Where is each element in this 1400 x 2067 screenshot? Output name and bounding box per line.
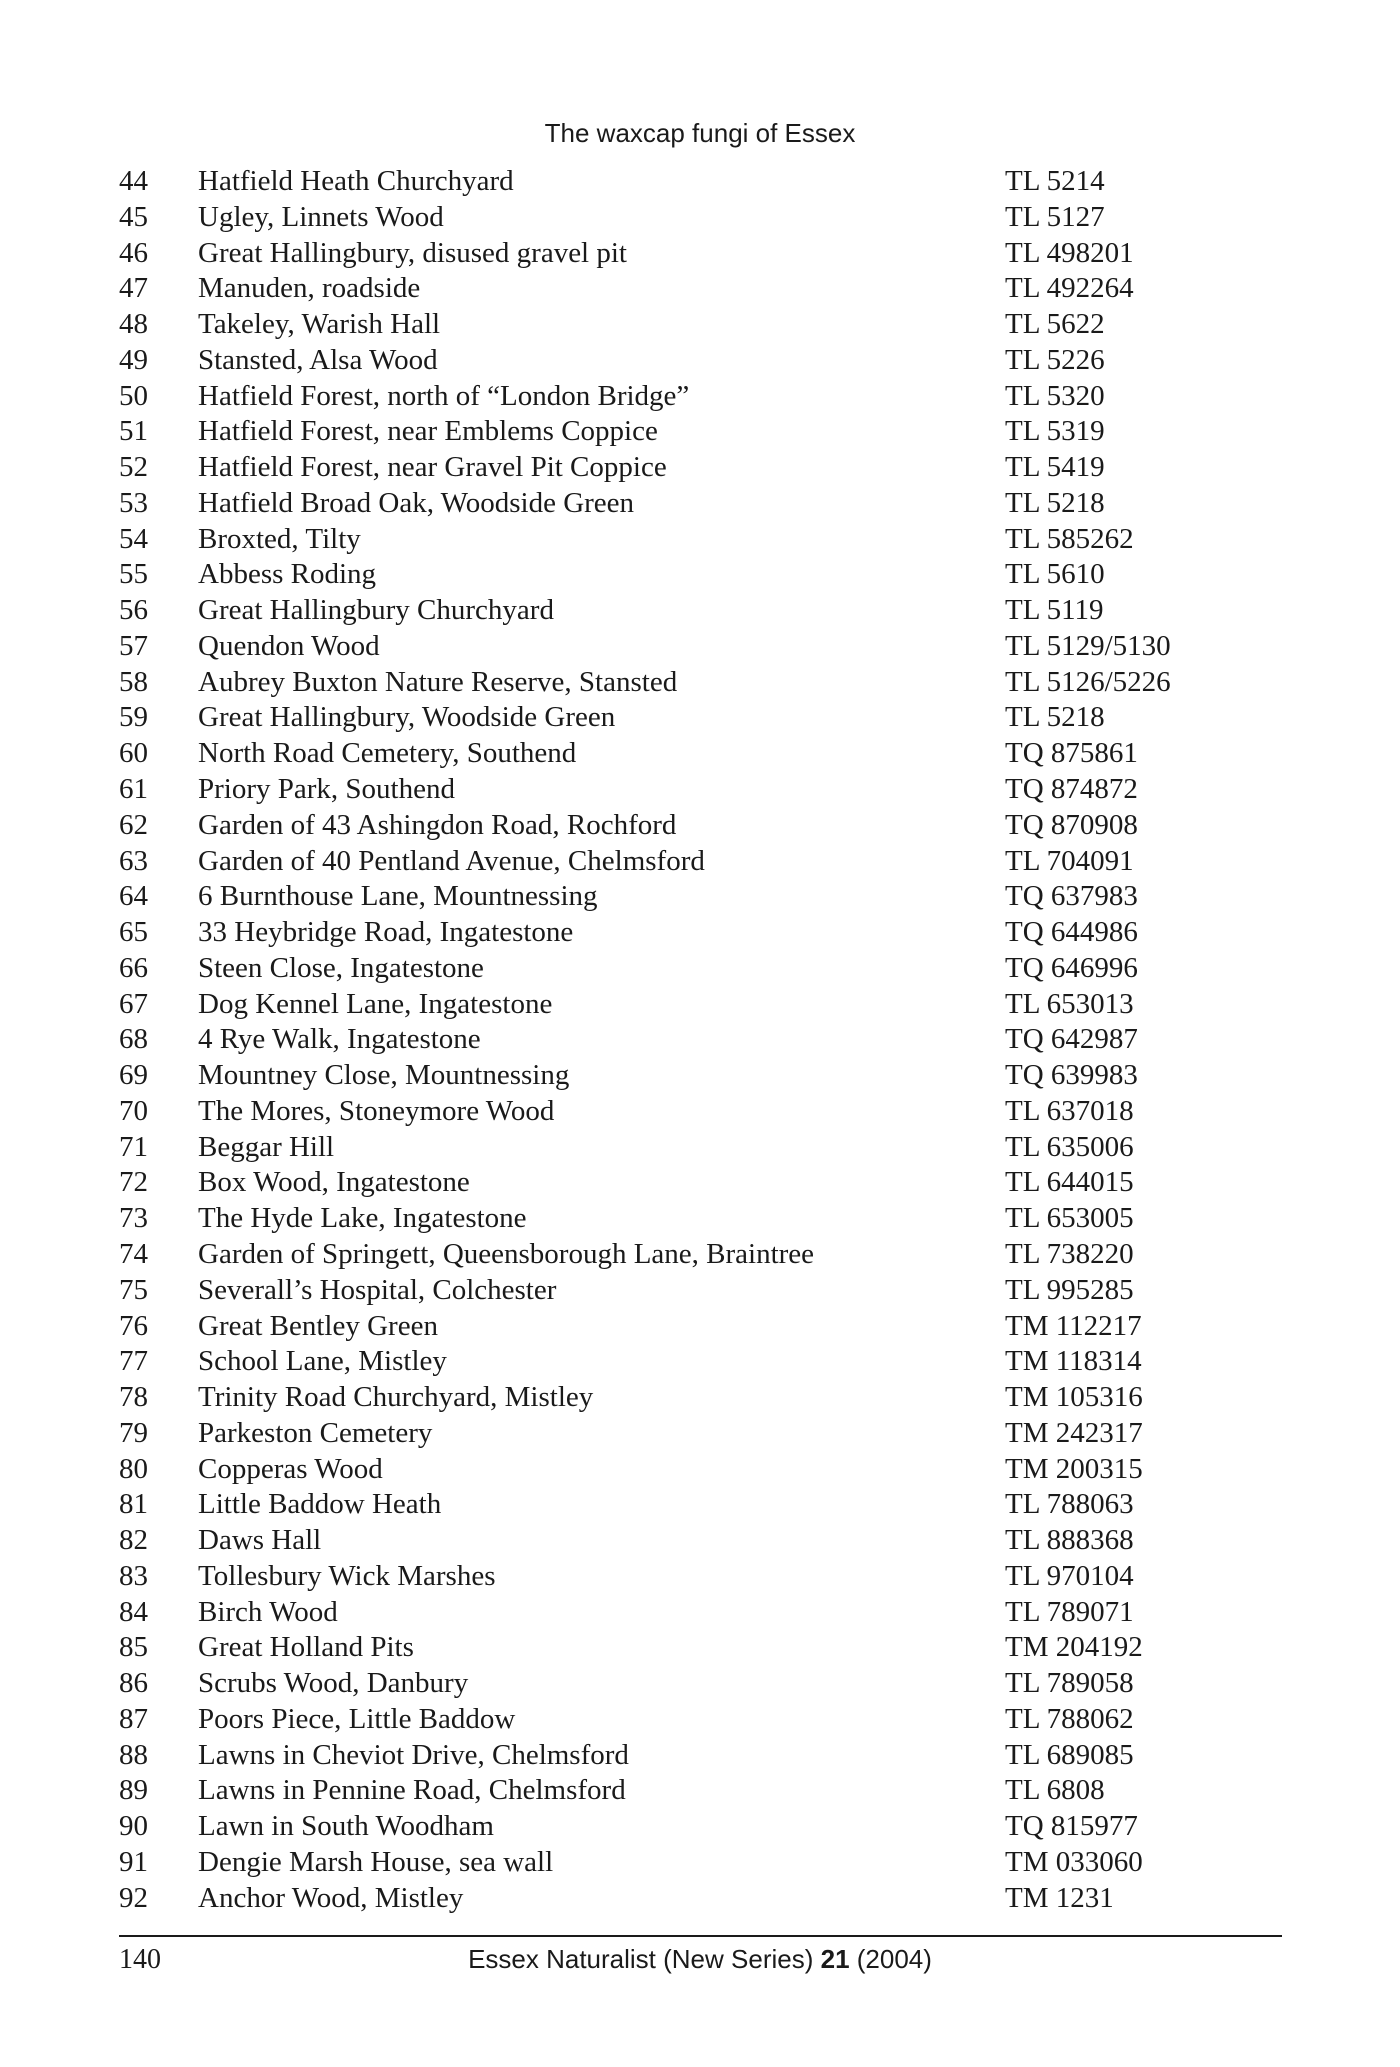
site-number: 82	[119, 1524, 148, 1557]
grid-reference: TQ 642987	[1005, 1023, 1138, 1056]
site-number: 75	[119, 1273, 148, 1306]
site-number: 70	[119, 1094, 148, 1127]
site-row	[0, 1416, 1400, 1452]
site-row	[0, 987, 1400, 1023]
site-row	[0, 343, 1400, 379]
site-row	[0, 915, 1400, 951]
site-name: 6 Burnthouse Lane, Mountnessing	[198, 880, 598, 913]
site-row	[0, 772, 1400, 808]
site-number: 67	[119, 987, 148, 1020]
site-number: 76	[119, 1309, 148, 1342]
site-name: Anchor Wood, Mistley	[198, 1881, 464, 1914]
site-row	[0, 1630, 1400, 1666]
site-row	[0, 1523, 1400, 1559]
site-row	[0, 879, 1400, 915]
site-row	[0, 1809, 1400, 1845]
grid-reference: TL 970104	[1005, 1559, 1134, 1592]
grid-reference: TL 5610	[1005, 558, 1105, 591]
site-number: 57	[119, 629, 148, 662]
site-name: Manuden, roadside	[198, 272, 421, 305]
site-name: Hatfield Forest, near Emblems Coppice	[198, 415, 658, 448]
grid-reference: TL 738220	[1005, 1237, 1134, 1270]
site-name: Poors Piece, Little Baddow	[198, 1702, 516, 1735]
grid-reference: TM 200315	[1005, 1452, 1143, 1485]
site-name: Stansted, Alsa Wood	[198, 343, 438, 376]
site-row	[0, 1666, 1400, 1702]
site-name: 33 Heybridge Road, Ingatestone	[198, 916, 574, 949]
site-number: 77	[119, 1345, 148, 1378]
site-number: 55	[119, 558, 148, 591]
site-row	[0, 1022, 1400, 1058]
site-row	[0, 379, 1400, 415]
grid-reference: TM 204192	[1005, 1631, 1143, 1664]
journal-volume: 21	[820, 1944, 850, 1974]
site-row	[0, 307, 1400, 343]
site-number: 47	[119, 272, 148, 305]
grid-reference: TL 653005	[1005, 1202, 1134, 1235]
grid-reference: TL 5320	[1005, 379, 1105, 412]
grid-reference: TL 789071	[1005, 1595, 1134, 1628]
site-number: 58	[119, 665, 148, 698]
site-name: Broxted, Tilty	[198, 522, 361, 555]
site-number: 61	[119, 773, 148, 806]
grid-reference: TM 118314	[1005, 1345, 1142, 1378]
site-number: 73	[119, 1202, 148, 1235]
grid-reference: TQ 870908	[1005, 808, 1138, 841]
grid-reference: TL 492264	[1005, 272, 1134, 305]
site-number: 83	[119, 1559, 148, 1592]
page-number: 140	[119, 1944, 161, 1975]
site-number: 92	[119, 1881, 148, 1914]
grid-reference: TQ 639983	[1005, 1059, 1138, 1092]
site-row	[0, 1165, 1400, 1201]
running-title: The waxcap fungi of Essex	[544, 118, 856, 148]
site-name: Copperas Wood	[198, 1452, 383, 1485]
site-number: 48	[119, 308, 148, 341]
site-number: 84	[119, 1595, 148, 1628]
site-number: 85	[119, 1631, 148, 1664]
grid-reference: TL 5218	[1005, 701, 1105, 734]
grid-reference: TQ 637983	[1005, 880, 1138, 913]
grid-reference: TL 788063	[1005, 1488, 1134, 1521]
grid-reference: TL 498201	[1005, 236, 1134, 269]
site-name: Lawn in South Woodham	[198, 1810, 494, 1843]
grid-reference: TL 585262	[1005, 522, 1134, 555]
grid-reference: TL 635006	[1005, 1130, 1134, 1163]
grid-reference: TL 704091	[1005, 844, 1134, 877]
site-row	[0, 808, 1400, 844]
site-row	[0, 1344, 1400, 1380]
site-row	[0, 1702, 1400, 1738]
site-row	[0, 1738, 1400, 1774]
site-name: Tollesbury Wick Marshes	[198, 1559, 496, 1592]
site-name: Hatfield Forest, near Gravel Pit Coppice	[198, 451, 667, 484]
site-name: Quendon Wood	[198, 629, 380, 662]
grid-reference: TL 789058	[1005, 1667, 1134, 1700]
grid-reference: TL 5622	[1005, 308, 1105, 341]
site-number: 62	[119, 808, 148, 841]
site-number: 51	[119, 415, 148, 448]
site-number: 64	[119, 880, 148, 913]
site-row	[0, 1845, 1400, 1881]
site-name: Mountney Close, Mountnessing	[198, 1059, 570, 1092]
site-name: Parkeston Cemetery	[198, 1416, 433, 1449]
grid-reference: TM 242317	[1005, 1416, 1143, 1449]
site-row	[0, 593, 1400, 629]
site-name: The Hyde Lake, Ingatestone	[198, 1202, 527, 1235]
site-name: Garden of 40 Pentland Avenue, Chelmsford	[198, 844, 705, 877]
site-row	[0, 164, 1400, 200]
site-number: 44	[119, 165, 148, 197]
site-name: Hatfield Heath Churchyard	[198, 165, 514, 197]
site-row	[0, 629, 1400, 665]
site-name: Steen Close, Ingatestone	[198, 951, 484, 984]
site-row	[0, 1773, 1400, 1809]
grid-reference: TQ 646996	[1005, 951, 1138, 984]
site-row	[0, 414, 1400, 450]
site-row	[0, 450, 1400, 486]
grid-reference: TL 644015	[1005, 1166, 1134, 1199]
grid-reference: TL 5226	[1005, 343, 1105, 376]
site-row	[0, 1237, 1400, 1273]
grid-reference: TL 689085	[1005, 1738, 1134, 1771]
site-number: 78	[119, 1381, 148, 1414]
site-number: 49	[119, 343, 148, 376]
grid-reference: TL 995285	[1005, 1273, 1134, 1306]
grid-reference: TQ 874872	[1005, 773, 1138, 806]
site-row	[0, 200, 1400, 236]
journal-year: (2004)	[849, 1944, 932, 1974]
site-row	[0, 1881, 1400, 1917]
site-number: 91	[119, 1845, 148, 1878]
site-name: North Road Cemetery, Southend	[198, 737, 577, 770]
journal-citation	[0, 1944, 1400, 1975]
grid-reference: TM 105316	[1005, 1381, 1143, 1414]
site-number: 63	[119, 844, 148, 877]
site-number: 74	[119, 1237, 148, 1270]
site-number: 79	[119, 1416, 148, 1449]
site-row	[0, 1309, 1400, 1345]
site-row	[0, 271, 1400, 307]
site-number: 53	[119, 486, 148, 519]
site-row	[0, 557, 1400, 593]
grid-reference: TL 5119	[1005, 594, 1104, 627]
site-row	[0, 1452, 1400, 1488]
grid-reference: TQ 644986	[1005, 916, 1138, 949]
grid-reference: TL 6808	[1005, 1774, 1105, 1807]
site-number: 56	[119, 594, 148, 627]
site-number: 81	[119, 1488, 148, 1521]
site-name: Little Baddow Heath	[198, 1488, 442, 1521]
site-name: School Lane, Mistley	[198, 1345, 447, 1378]
site-name: Garden of 43 Ashingdon Road, Rochford	[198, 808, 677, 841]
site-number: 90	[119, 1810, 148, 1843]
site-list	[0, 164, 1400, 1917]
site-name: Great Hallingbury, disused gravel pit	[198, 236, 627, 269]
grid-reference: TL 5127	[1005, 200, 1105, 233]
grid-reference: TL 5319	[1005, 415, 1105, 448]
grid-reference: TL 888368	[1005, 1524, 1134, 1557]
site-name: Lawns in Pennine Road, Chelmsford	[198, 1774, 626, 1807]
site-number: 69	[119, 1059, 148, 1092]
site-name: Garden of Springett, Queensborough Lane, Braintree	[198, 1237, 815, 1270]
site-name: Great Holland Pits	[198, 1631, 414, 1664]
site-name: Severall’s Hospital, Colchester	[198, 1273, 557, 1306]
site-number: 59	[119, 701, 148, 734]
site-name: Dengie Marsh House, sea wall	[198, 1845, 554, 1878]
site-number: 54	[119, 522, 148, 555]
site-name: Daws Hall	[198, 1524, 322, 1557]
site-name: Hatfield Broad Oak, Woodside Green	[198, 486, 635, 519]
site-row	[0, 700, 1400, 736]
site-number: 65	[119, 916, 148, 949]
grid-reference: TL 5419	[1005, 451, 1105, 484]
site-row	[0, 1201, 1400, 1237]
site-number: 88	[119, 1738, 148, 1771]
grid-reference: TL 5218	[1005, 486, 1105, 519]
site-name: 4 Rye Walk, Ingatestone	[198, 1023, 481, 1056]
site-row	[0, 236, 1400, 272]
site-number: 50	[119, 379, 148, 412]
site-name: Birch Wood	[198, 1595, 338, 1628]
site-name: Great Bentley Green	[198, 1309, 438, 1342]
site-row	[0, 1595, 1400, 1631]
site-name: Priory Park, Southend	[198, 773, 455, 806]
site-name: Hatfield Forest, north of “London Bridge”	[198, 379, 690, 412]
grid-reference: TQ 815977	[1005, 1810, 1138, 1843]
grid-reference: TM 112217	[1005, 1309, 1142, 1342]
site-row	[0, 522, 1400, 558]
site-name: The Mores, Stoneymore Wood	[198, 1094, 555, 1127]
site-row	[0, 1487, 1400, 1523]
site-number: 71	[119, 1130, 148, 1163]
site-name: Great Hallingbury, Woodside Green	[198, 701, 616, 734]
site-row	[0, 1559, 1400, 1595]
site-row	[0, 844, 1400, 880]
site-number: 46	[119, 236, 148, 269]
site-name: Great Hallingbury Churchyard	[198, 594, 554, 627]
site-row	[0, 1273, 1400, 1309]
grid-reference: TM 033060	[1005, 1845, 1143, 1878]
site-name: Beggar Hill	[198, 1130, 335, 1163]
grid-reference: TL 5129/5130	[1005, 629, 1171, 662]
site-row	[0, 486, 1400, 522]
site-number: 87	[119, 1702, 148, 1735]
grid-reference: TL 5214	[1005, 165, 1105, 197]
site-number: 60	[119, 737, 148, 770]
site-name: Takeley, Warish Hall	[198, 308, 441, 341]
site-row	[0, 736, 1400, 772]
site-number: 89	[119, 1774, 148, 1807]
grid-reference: TL 637018	[1005, 1094, 1134, 1127]
site-name: Box Wood, Ingatestone	[198, 1166, 470, 1199]
site-row	[0, 665, 1400, 701]
site-number: 68	[119, 1023, 148, 1056]
footer-rule	[119, 1935, 1282, 1937]
site-row	[0, 1130, 1400, 1166]
site-number: 45	[119, 200, 148, 233]
grid-reference: TL 5126/5226	[1005, 665, 1171, 698]
site-number: 66	[119, 951, 148, 984]
site-name: Scrubs Wood, Danbury	[198, 1667, 469, 1700]
journal-title: Essex Naturalist (New Series)	[468, 1944, 821, 1974]
site-row	[0, 1380, 1400, 1416]
site-name: Aubrey Buxton Nature Reserve, Stansted	[198, 665, 678, 698]
site-name: Abbess Roding	[198, 558, 377, 591]
site-name: Ugley, Linnets Wood	[198, 200, 444, 233]
site-number: 72	[119, 1166, 148, 1199]
site-number: 52	[119, 451, 148, 484]
site-name: Lawns in Cheviot Drive, Chelmsford	[198, 1738, 629, 1771]
site-row	[0, 1094, 1400, 1130]
grid-reference: TL 788062	[1005, 1702, 1134, 1735]
grid-reference: TM 1231	[1005, 1881, 1114, 1914]
site-number: 86	[119, 1667, 148, 1700]
site-number: 80	[119, 1452, 148, 1485]
site-name: Trinity Road Churchyard, Mistley	[198, 1381, 594, 1414]
grid-reference: TL 653013	[1005, 987, 1134, 1020]
site-row	[0, 1058, 1400, 1094]
site-name: Dog Kennel Lane, Ingatestone	[198, 987, 553, 1020]
grid-reference: TQ 875861	[1005, 737, 1138, 770]
site-row	[0, 951, 1400, 987]
